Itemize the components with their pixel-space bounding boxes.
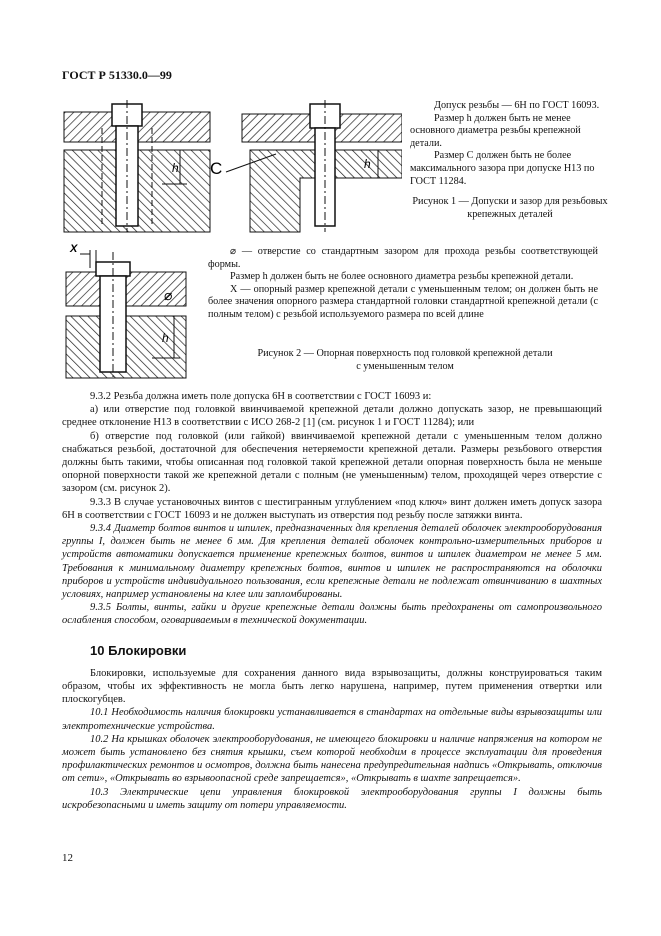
figure-1-drawing [62, 98, 402, 240]
fig1-right-assembly [210, 100, 402, 232]
fig2-h-label: h [162, 331, 169, 345]
clause-10-2: 10.2 На крышках оболочек электрооборудования, не имеющего блокировки и наличие напряжения на котором не может быть установлено без снятия крышки, съем которой необходим в процессе эксплуатации для проведения профилактических ремонтов и осмотров, должна быть нанесена предупредительная надпись «Открывать, отключив от сети», «Открывать во взрывоопасной среде запрещается», «Открывать в шахте запрещается». [62, 733, 602, 785]
fig2-caption-line-2: с уменьшенным телом [356, 360, 454, 372]
section-10-title: 10 Блокировки [90, 642, 187, 658]
fig2-note-3: X — опорный размер крепежной детали с уменьшенным телом; он должен быть не более значения опорного размера стандартной головки стандартной крепежной детали (с полным телом) с резьбой используемого размера по всей длине [208, 283, 598, 320]
figure-2-drawing [62, 240, 192, 380]
fig2-note-2: Размер h должен быть не более основного диаметра резьбы крепежной детали. [230, 271, 574, 283]
fig1-h-label-2: h [364, 157, 371, 171]
fig1-left-assembly [64, 100, 210, 232]
clause-9-3-5: 9.3.5 Болты, винты, гайки и другие крепежные детали должны быть предохранены от самопроизвольного ослабления способом, оговариваемым в технической документации. [62, 602, 602, 627]
fig2-note-1: ⌀ — отверстие со стандартным зазором для прохода резьбы соответствующей формы. [208, 246, 598, 270]
clause-9-3-4: 9.3.4 Диаметр болтов винтов и шпилек, предназначенных для крепления деталей оболочек электрооборудования группы I, должен быть не менее 6 мм. Для крепления деталей оболочек контрольно-измерительных приборов и устройств автоматики допускается применение крепежных болтов, винтов и шпилек диаметром не менее 5 мм. Требования к минимальному диаметру крепежных болтов, винтов и шпилек не распространяются на оболочки приборов и устройств индивидуального пользования, если крепежные детали не подлежат отвинчиванию в шахтных условиях, например установлены на клее или запломбированы. [62, 523, 602, 601]
clause-10-3: 10.3 Электрические цепи управления блокировкой электрооборудования группы I должны быть искробезопасными и иметь защиту от потери управляемости. [62, 786, 602, 811]
fig1-h-label-1: h [172, 161, 179, 175]
page-number: 12 [62, 852, 73, 864]
fig2-caption-line-1: Рисунок 2 — Опорная поверхность под головкой крепежной детали [257, 348, 553, 359]
figure-1-caption: Рисунок 1 — Допуски и зазор для резьбовых крепежных деталей [412, 196, 608, 220]
clause-9-3-2-b: б) отверстие под головкой (или гайкой) ввинчиваемой крепежной детали с уменьшенным телом должно снабжаться резьбой, достаточной для обеспечения нетеряемости крепежной детали. Размеры резьбового отверстия должны быть такими, чтобы описанная под головкой такой крепежной детали опорная поверхность была не меньше опорной поверхности такой же крепежной детали с полным (не уменьшенным) телом, проходящей через отверстие с зазором (см. рисунок 2). [62, 430, 602, 495]
section-10-intro: Блокировки, используемые для сохранения данного вида взрывозащиты, должны конструироваться таким образом, чтобы их эффективность не могла быть легко нарушена, например, путем применения отвертки или плоскогубцев. [62, 667, 602, 706]
clause-9-3-3: 9.3.3 В случае установочных винтов с шестигранным углублением «под ключ» винт должен иметь допуск зазора 6H в соответствии с ГОСТ 16093 и не должен выступать из отверстия под резьбу после затяжки винта. [62, 496, 602, 521]
clause-10-1: 10.1 Необходимость наличия блокировки устанавливается в стандартах на отдельные виды взрывозащиты или электротехнические устройства. [62, 707, 602, 732]
figure-2-caption [200, 348, 610, 373]
fig2-diameter-label: ⌀ [164, 287, 173, 303]
document-header: ГОСТ Р 51330.0—99 [62, 68, 172, 82]
clause-9-3-2: 9.3.2 Резьба должна иметь поле допуска 6H в соответствии с ГОСТ 16093 и: [90, 391, 432, 402]
fig1-note-2: Размер h должен быть не менее основного диаметра резьбы крепежной детали. [410, 112, 581, 149]
fig1-c-label: C [210, 159, 223, 178]
fig2-x-label: X [70, 243, 78, 255]
figure-2-notes [208, 246, 598, 322]
document-body [62, 390, 602, 812]
figure-1-notes [410, 100, 610, 221]
clause-9-3-2-a: а) или отверстие под головкой ввинчиваемой крепежной детали должно допускать зазор, не превышающий среднее отклонение H13 в соответствии с ИСО 268-2 [1] (см. рисунок 1 и ГОСТ 11284); или [62, 404, 602, 429]
fig1-note-3: Размер C должен быть не более максимального зазора при допуске H13 по ГОСТ 11284. [410, 150, 595, 187]
fig1-note-1: Допуск резьбы — 6H по ГОСТ 16093. [434, 100, 600, 111]
